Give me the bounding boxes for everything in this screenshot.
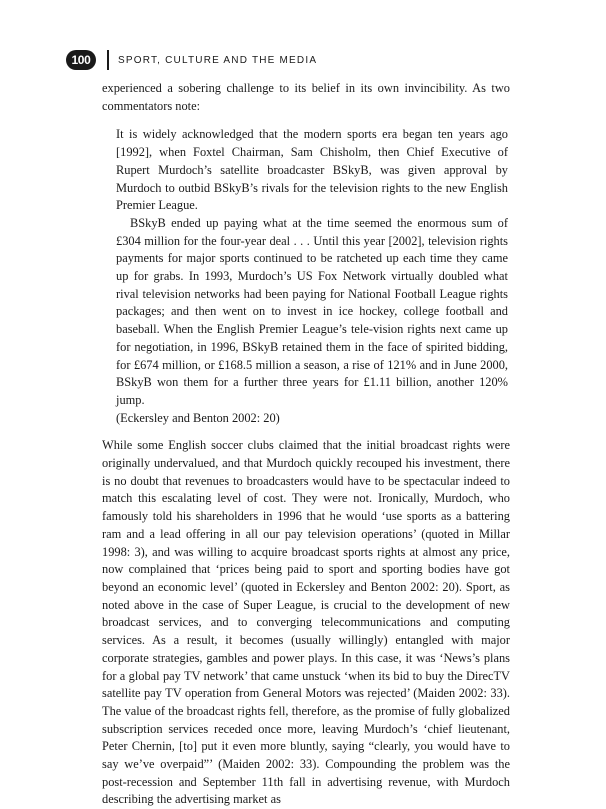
header-divider (107, 50, 109, 70)
intro-paragraph: experienced a sobering challenge to its belief in its own invincibility. As two commentators note: (102, 81, 510, 113)
running-header (66, 48, 526, 72)
page-body (102, 80, 510, 809)
quote-paragraph-2: BSkyB ended up paying what at the time seemed the enormous sum of £304 million for the four-year deal . . . Until this year [2002], television rights payments for major sports continued to be ratcheted up each time they came up for grabs. In 1993, Murdoch’s US Fox Network virtually doubled what rival television networks had been paying for National Football League rights packages; and then went on to invest in ice hockey, college football and baseball. When the English Premier League’s tele-vision rights next came up for negotiation, in 1996, BSkyB retained them in the face of spirited bidding, for £674 million, or £168.5 million a season, a rise of 121% and in June 2000, BSkyB won them for a further three years for £1.11 billion, another 120% jump. (116, 215, 508, 407)
page-number: 100 (66, 50, 96, 70)
quote-citation: (Eckersley and Benton 2002: 20) (116, 410, 280, 425)
running-title: SPORT, CULTURE AND THE MEDIA (118, 54, 318, 66)
quote-paragraph-1: It is widely acknowledged that the modern sports era began ten years ago [1992], when Foxtel Chairman, Sam Chisholm, then Chief Executive of Rupert Murdoch’s satellite broadcaster BSkyB, was given approval by Murdoch to outbid BSkyB’s rivals for the television rights to the new English Premier League. (116, 127, 508, 213)
main-paragraph: While some English soccer clubs claimed that the initial broadcast rights were originally undervalued, and that Murdoch quickly recouped his investment, there is no doubt that revenues to broadcasters would have to be spectacular indeed to match this escalating level of cost. They were not. Ironically, Murdoch, who famously told his shareholders in 1996 that he would ‘use sports as a battering ram and a lead offering in all our pay television operations’ (quoted in Millar 1998: 3), and was willing to acquire broadcast sports rights at almost any price, now complained that ‘prices being paid to sport and sporting bodies have got beyond an economic level’ (quoted in Eckersley and Benton 2002: 20). Sport, as noted above in the case of Super League, is crucial to the development of new broadcast services, and to converging telecommunications and computing services. As a result, it becomes (usually willingly) entangled with major corporate strategies, gambles and power plays. In this case, it was ‘News’s plans for a global pay TV network’ that came unstuck ‘when its bid to buy the DirecTV satellite pay TV operation from General Motors was rejected’ (Maiden 2002: 33). The value of the broadcast rights fell, therefore, as the promise of fully globalized subscription services receded once more, leaving Murdoch’s ‘chief lieutenant, Peter Chernin, [to] put it even more bluntly, saying “clearly, you would have to say we’ve overpaid”’ (Maiden 2002: 33). Compounding the problem was the post-recession and September 11th fall in advertising revenue, with Murdoch describing the advertising market as (102, 438, 510, 807)
block-quote (116, 126, 508, 427)
